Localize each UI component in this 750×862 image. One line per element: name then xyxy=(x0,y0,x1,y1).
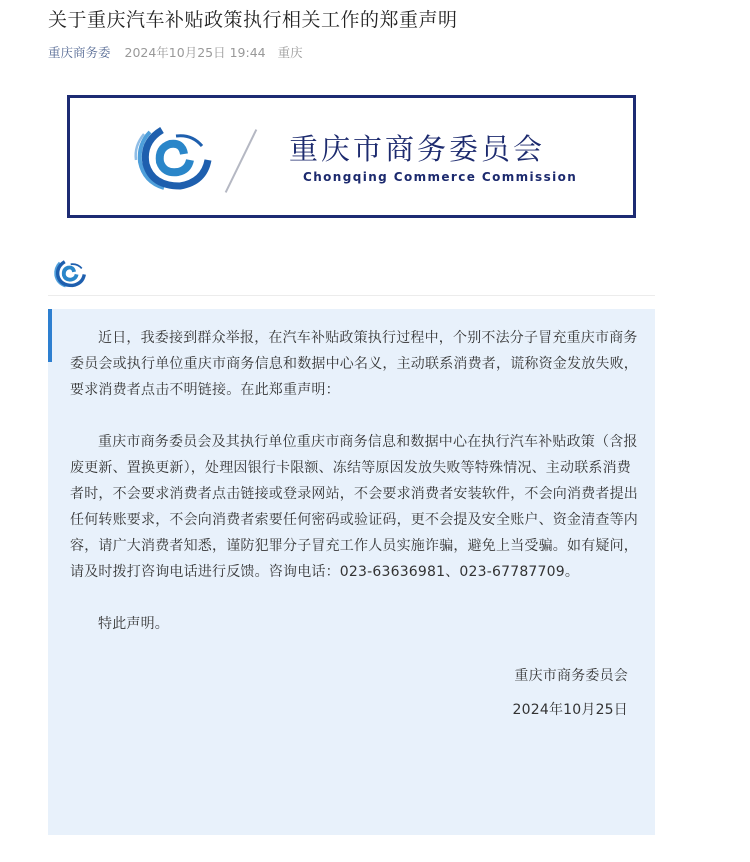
notice-paragraph-2: 重庆市商务委员会及其执行单位重庆市商务信息和数据中心在执行汽车补贴政策（含报废更新、置换更新），处理因银行卡限额、冻结等原因发放失败等特殊情况、主动联系消费者时，不会要求消费者点击链接或登录网站，不会要求消费者安装软件，不会向消费者提出任何转账要求，不会向消费者索要任何密码或验证码，更不会提及安全账户、资金清查等内容，请广大消费者知悉，谨防犯罪分子冒充工作人员实施诈骗，避免上当受骗。如有疑问，请及时拨打咨询电话进行反馈。咨询电话：023-63636981、023-67787709。 xyxy=(70,434,638,580)
notice-sign-date: 2024年10月25日 xyxy=(512,702,628,718)
notice-paragraph-3: 特此声明。 xyxy=(98,616,169,632)
commerce-commission-logo-icon xyxy=(52,258,86,294)
publish-location: 重庆 xyxy=(277,45,303,60)
article-title: 关于重庆汽车补贴政策执行相关工作的郑重声明 xyxy=(48,9,458,31)
section-divider xyxy=(48,295,655,296)
notice-paragraph-1: 近日，我委接到群众举报，在汽车补贴政策执行过程中，个别不法分子冒充重庆市商务委员会或执行单位重庆市商务信息和数据中心名义，主动联系消费者，谎称资金发放失败，要求消费者点击不明链接。在此郑重声明： xyxy=(70,330,638,398)
notice-signature: 重庆市商务委员会 xyxy=(514,668,628,684)
header-banner-image xyxy=(67,95,636,218)
banner-divider-slash xyxy=(225,129,257,193)
article-meta xyxy=(48,44,303,62)
publish-time: 2024年10月25日 19:44 xyxy=(124,45,266,60)
commerce-commission-logo-icon xyxy=(132,124,212,198)
notice-accent-bar xyxy=(48,309,52,362)
banner-name-cn: 重庆市商务委员会 xyxy=(289,132,546,166)
notice-box xyxy=(48,309,655,835)
account-name-link[interactable]: 重庆商务委 xyxy=(48,45,111,60)
notice-body xyxy=(70,325,638,723)
banner-name-en: Chongqing Commerce Commission xyxy=(303,170,578,184)
